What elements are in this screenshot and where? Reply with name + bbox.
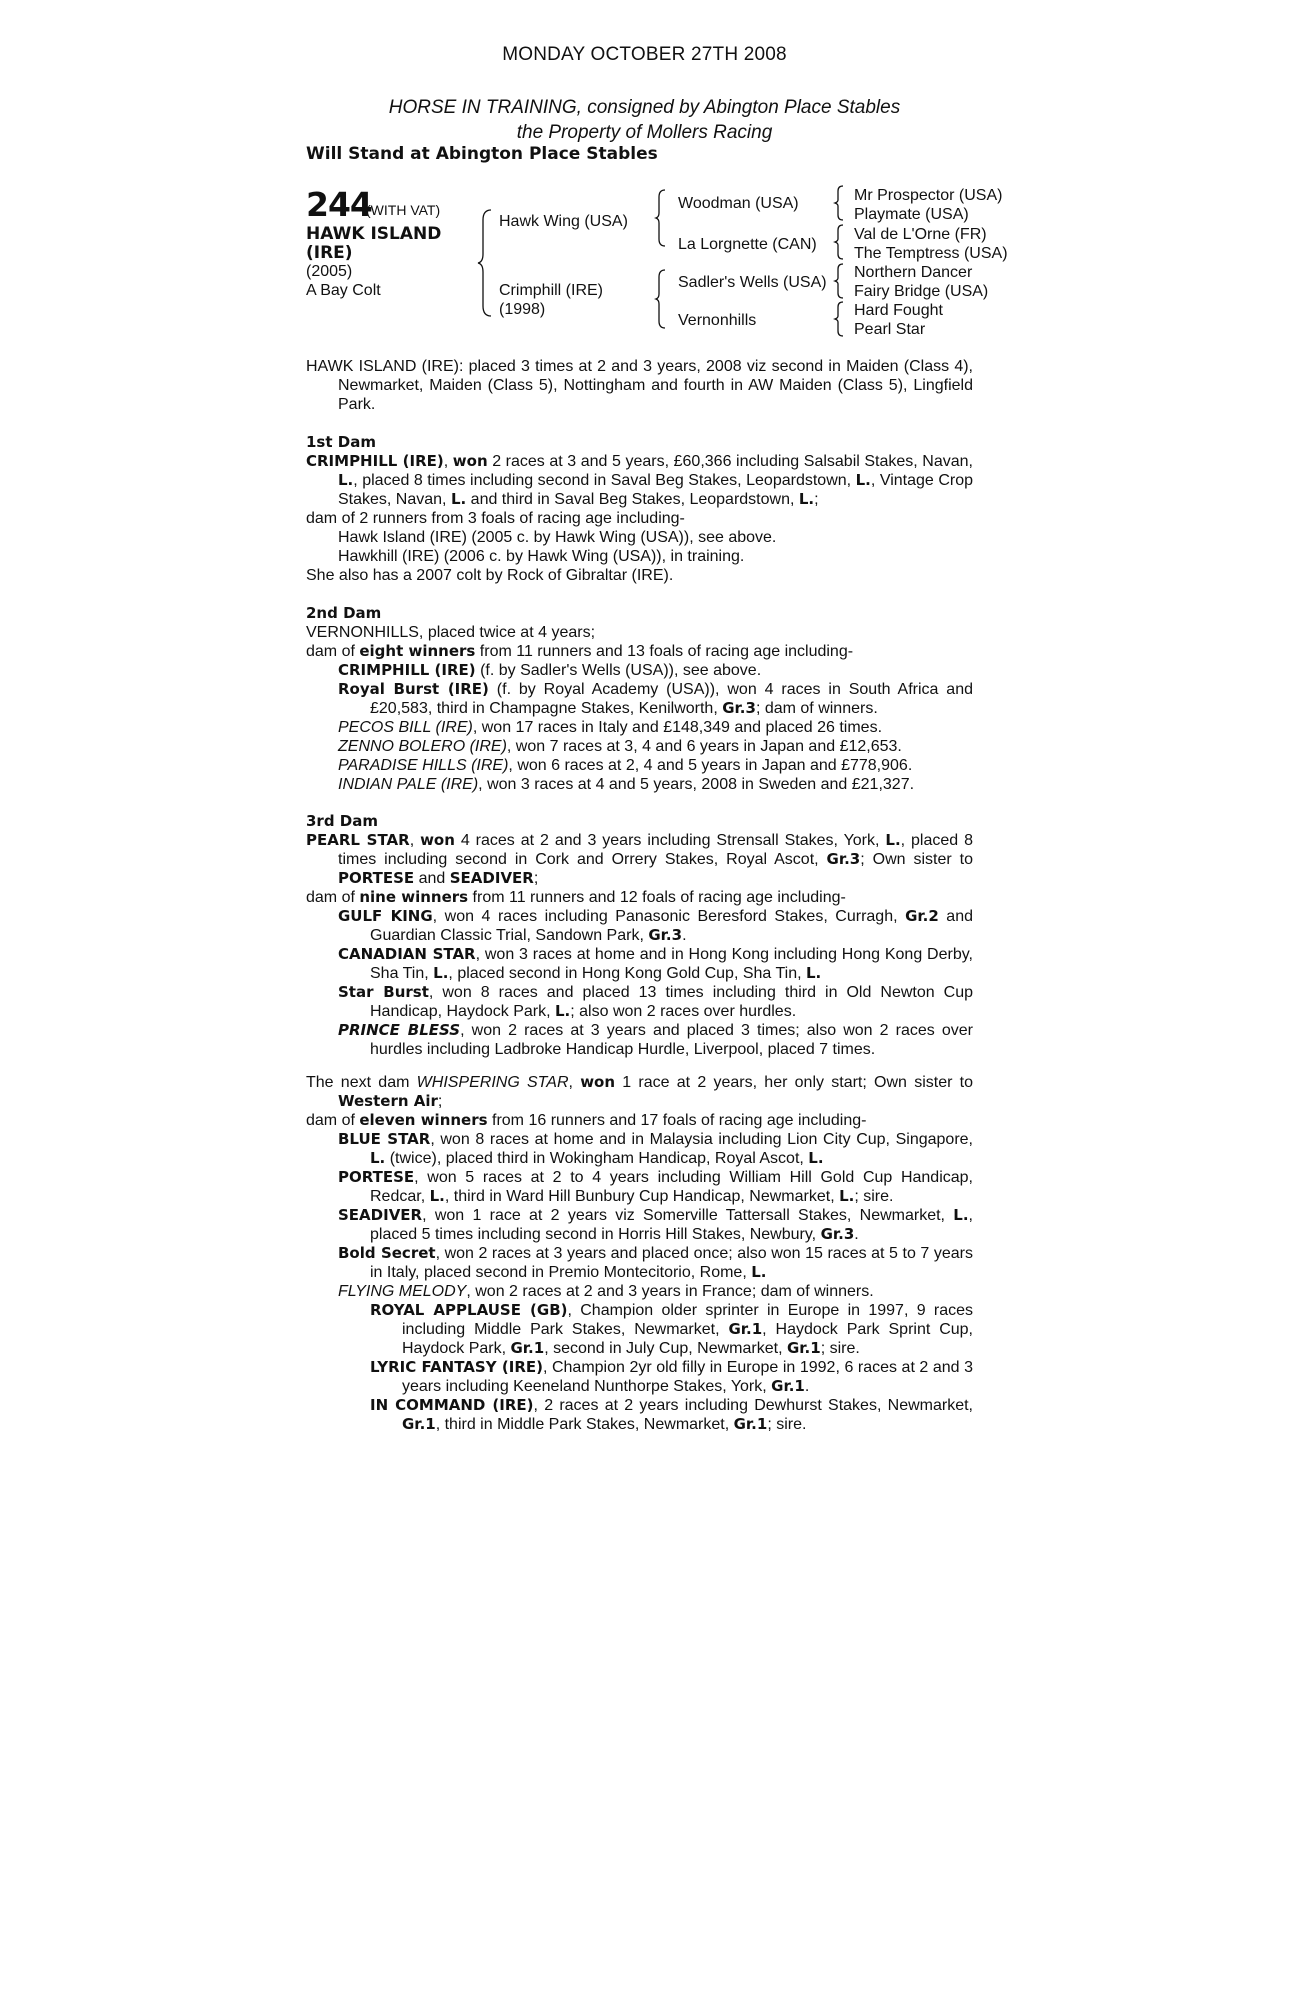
record-text: , won 2 races at 2 and 3 years in France; dam of winners. [466,1283,874,1300]
sister-name: SEADIVER [449,869,534,887]
third-dam-produce-3 [306,983,973,1021]
group-label: Gr.1 [733,1415,768,1433]
horse-origin: (IRE) [306,243,353,263]
horse-name: HAWK ISLAND [306,224,442,244]
record-text: , won 5 races at 2 to 4 years including William Hill Gold Cup Handicap, Redcar, [370,1169,973,1205]
record-text: , Champion older sprinter in Europe in 1997, 9 races including Middle Park Stakes, Newmarket, [402,1302,974,1338]
next-dam-name: WHISPERING STAR [416,1074,569,1091]
second-dam-produce-5 [306,756,973,775]
next-dam-produce-4 [306,1244,973,1282]
third-dam-produce-1 [306,907,973,945]
third-dam-produce-4 [306,1021,973,1059]
record-text: 1 race at 2 years, her only start; Own sister to [615,1074,973,1091]
next-dam-produce-summary [306,1111,973,1130]
record-text: ; [533,870,539,887]
pedigree-g1: Mr Prospector (USA) [854,187,1003,204]
next-dam-section [306,1073,973,1434]
record-text: , won 4 races including Panasonic Beresford Stakes, Curragh, [432,908,906,925]
first-dam-name: CRIMPHILL (IRE) [306,452,444,470]
third-dam-name: PEARL STAR [306,831,410,849]
listed-label: L. [429,1187,445,1205]
pedigree-g3: Val de L'Orne (FR) [854,226,987,243]
group-label: Gr.1 [771,1377,805,1395]
winners-count: eleven winners [359,1111,488,1129]
horse-summary [306,357,973,414]
first-dam-section [306,433,973,585]
record-text: ; sire. [854,1188,894,1205]
consignment-line-1: HORSE IN TRAINING, consigned by Abington Place Stables [388,97,901,118]
listed-label: L. [751,1263,767,1281]
second-dam-produce-1 [306,661,973,680]
second-dam-record: VERNONHILLS, placed twice at 4 years; [306,624,596,641]
next-dam-produce-3 [306,1206,973,1244]
group-label: Gr.2 [905,907,939,925]
group-label: Gr.3 [648,926,683,944]
record-text: The next dam [306,1074,417,1091]
produce-name: PRINCE BLESS [338,1021,461,1039]
record-text: dam of [306,1112,360,1129]
listed-label: L. [450,490,467,508]
pedigree-sire-sire: Woodman (USA) [678,195,799,212]
produce-name: PECOS BILL (IRE) [338,719,473,736]
sale-date: MONDAY OCTOBER 27TH 2008 [502,44,787,65]
record-text: (f. by Sadler's Wells (USA)), see above. [475,662,762,679]
record-text: , placed 8 times including second in Cork and Orrery Stakes, Royal Ascot, [338,832,974,868]
first-dam-produce-summary: dam of 2 runners from 3 foals of racing age including- [306,510,685,527]
record-text: , third in Middle Park Stakes, Newmarket, [435,1416,734,1433]
record-text: . [682,927,687,944]
record-text: , won 3 races at home and in Hong Kong including Hong Kong Derby, Sha Tin, [370,946,973,982]
record-text: ; dam of winners. [755,700,878,717]
pedigree-brace-sire [654,188,668,248]
listed-label: L. [338,471,354,489]
record-text: , won 3 races at 4 and 5 years, 2008 in Sweden and £21,327. [478,776,915,793]
pedigree-g2: Playmate (USA) [854,206,969,223]
record-text: . [804,1378,810,1395]
pedigree-g4: The Temptress (USA) [854,245,1008,262]
record-text: , won 6 races at 2, 4 and 5 years in Japan and £778,906. [508,757,913,774]
listed-label: L. [805,964,822,982]
record-text: from 16 runners and 17 foals of racing age including- [487,1112,867,1129]
record-text: , won 7 races at 3, 4 and 6 years in Japan and £12,653. [506,738,902,755]
won-label: won [420,831,455,849]
intro-text: HAWK ISLAND (IRE): placed 3 times at 2 and 3 years, 2008 viz second in Maiden (Class 4), Newmarket, Maiden (Class 5), Nottingham and fourth in AW Maiden (Class 5), Lingfield Park. [306,358,973,413]
record-text: , Vintage Crop Stakes, Navan, [338,472,973,508]
second-dam-produce-3 [306,718,973,737]
produce-name: PARADISE HILLS (IRE) [338,757,509,774]
listed-label: L. [370,1149,386,1167]
pedigree-dam: Crimphill (IRE) [499,282,603,299]
second-dam-produce-2 [306,680,973,718]
pedigree-dam-sire: Sadler's Wells (USA) [678,274,827,291]
produce-name: CANADIAN STAR [338,945,476,963]
third-dam-record: PEARL STAR, won 4 races at 2 and 3 years including Strensall Stakes, York, L., placed 8 times including second in Cork and Orrery Stakes, Royal Ascot, Gr.3; Own sister to PORTESE and SEADIVER; [306,831,974,887]
foaling-year: (2005) [306,263,353,280]
pedigree-g5: Northern Dancer [854,264,973,281]
record-text: , placed second in Hong Kong Gold Cup, Sha Tin, [448,965,806,982]
record-text: , won 1 race at 2 years viz Somerville Tattersall Stakes, Newmarket, [422,1207,954,1224]
next-dam-grandproduce-2 [306,1358,973,1396]
third-dam-section [306,812,973,1059]
consignment-line-2: the Property of Mollers Racing [516,122,773,143]
pedigree-g6: Fairy Bridge (USA) [854,283,989,300]
third-dam-heading: 3rd Dam [306,812,378,830]
listed-label: L. [433,964,449,982]
record-text: . [854,1226,859,1243]
next-dam-record [306,1073,973,1111]
produce-name: IN COMMAND (IRE) [370,1396,534,1414]
record-text: ; sire. [820,1340,860,1357]
pedigree-brace-g4 [833,300,845,338]
record-text: ; also won 2 races over hurdles. [570,1003,797,1020]
pedigree-brace-g1 [833,184,845,222]
record-text: , placed 8 times including second in Saval Beg Stakes, Leopardstown, [353,472,856,489]
first-dam-heading: 1st Dam [306,433,376,451]
record-text: , won 8 races and placed 13 times including third in Old Newton Cup Handicap, Haydock Park, [370,984,974,1020]
third-dam-produce-2 [306,945,973,983]
won-label: won [452,452,488,470]
record-text: ; [814,491,819,508]
listed-label: L. [808,1149,824,1167]
record-text: from 11 runners and 12 foals of racing age including- [468,889,846,906]
second-dam-section [306,604,973,794]
group-label: Gr.3 [826,850,861,868]
third-dam-produce-summary [306,888,973,907]
listed-label: L. [554,1002,571,1020]
pedigree-dam-year: (1998) [499,301,546,318]
produce-name: CRIMPHILL (IRE) [338,661,476,679]
record-text: dam of [306,643,360,660]
first-dam-produce-1: Hawk Island (IRE) (2005 c. by Hawk Wing (USA)), see above. [338,529,777,546]
next-dam-grandproduce-1 [306,1301,973,1358]
sister-name: PORTESE [338,869,415,887]
record-text: 2 races at 3 and 5 years, £60,366 including Salsabil Stakes, Navan, [487,453,974,470]
pedigree-dam-dam: Vernonhills [678,312,757,329]
group-label: Gr.1 [510,1339,545,1357]
lot-number: 244 [306,185,372,224]
produce-name: Star Burst [338,983,429,1001]
produce-name: BLUE STAR [338,1130,431,1148]
record-text: 4 races at 2 and 3 years including Strensall Stakes, York, [454,832,886,849]
first-dam-record: CRIMPHILL (IRE), won 2 races at 3 and 5 years, £60,366 including Salsabil Stakes, Navan, L., placed 8 times including second in Saval Beg Stakes, Leopardstown, L., Vintage Crop Stakes, Navan, L. and third in Saval Beg Stakes, Leopardstown, L.; [306,452,974,508]
group-label: Gr.1 [786,1339,821,1357]
pedigree-brace-g2 [833,223,845,261]
record-text: , [568,1074,581,1091]
produce-name: FLYING MELODY [338,1283,467,1300]
produce-name: SEADIVER [338,1206,423,1224]
record-text: from 11 runners and 13 foals of racing age including- [475,643,854,660]
listed-label: L. [798,490,815,508]
next-dam-produce-5 [306,1282,973,1301]
produce-name: ZENNO BOLERO (IRE) [338,738,507,755]
record-text: , won 17 races in Italy and £148,349 and placed 26 times. [472,719,883,736]
produce-name: LYRIC FANTASY (IRE) [370,1358,543,1376]
second-dam-produce-6 [306,775,973,794]
pedigree-brace-dam [654,268,668,330]
next-dam-produce-1 [306,1130,973,1168]
sister-name: Western Air [338,1092,438,1110]
record-text: , third in Ward Hill Bunbury Cup Handicap, Newmarket, [444,1188,840,1205]
second-dam-heading: 2nd Dam [306,604,382,622]
second-dam-produce-4 [306,737,973,756]
record-text: dam of [306,889,360,906]
produce-name: INDIAN PALE (IRE) [338,776,479,793]
pedigree-brace-g3 [833,262,845,300]
record-text: , won 2 races at 3 years and placed once; also won 15 races at 5 to 7 years in Italy, placed second in Premio Montecitorio, Rome, [370,1245,973,1281]
record-text: , placed 5 times including second in Horris Hill Stakes, Newbury, [370,1207,973,1243]
produce-name: ROYAL APPLAUSE (GB) [370,1301,568,1319]
listed-label: L. [839,1187,855,1205]
record-text: ; sire. [767,1416,807,1433]
produce-name: PORTESE [338,1168,415,1186]
record-text: and [414,870,450,887]
listed-label: L. [855,471,871,489]
record-text: (f. by Royal Academy (USA)), won 4 races in South Africa and £20,583, third in Champagne Stakes, Kenilworth, [370,681,974,717]
pedigree-sire-dam: La Lorgnette (CAN) [678,236,817,253]
pedigree-g8: Pearl Star [854,321,926,338]
stand-location: Will Stand at Abington Place Stables [306,144,658,164]
first-dam-produce-2: Hawkhill (IRE) (2006 c. by Hawk Wing (USA)), in training. [338,548,745,565]
winners-count: nine winners [359,888,469,906]
record-text: , won 2 races at 3 years and placed 3 times; also won 2 races over hurdles including Ladbroke Handicap Hurdle, Liverpool, placed 7 times. [370,1022,973,1058]
pedigree-brace-main [476,208,496,318]
second-dam-produce-summary [306,642,973,661]
record-text: and third in Saval Beg Stakes, Leopardstown, [466,491,799,508]
record-text: and Guardian Classic Trial, Sandown Park, [370,908,973,944]
record-text: , Champion 2yr old filly in Europe in 1992, 6 races at 2 and 3 years including Keeneland Nunthorpe Stakes, York, [402,1359,973,1395]
record-text: , won 8 races at home and in Malaysia including Lion City Cup, Singapore, [430,1131,973,1148]
group-label: Gr.3 [820,1225,855,1243]
listed-label: L. [885,831,901,849]
next-dam-produce-2 [306,1168,973,1206]
group-label: Gr.1 [728,1320,763,1338]
produce-name: Royal Burst (IRE) [338,680,489,698]
vat-note: (WITH VAT) [366,202,441,218]
pedigree-g7: Hard Fought [854,302,943,319]
winners-count: eight winners [359,642,476,660]
next-dam-grandproduce-3 [306,1396,973,1434]
won-label: won [580,1073,616,1091]
record-text: , Haydock Park Sprint Cup, Haydock Park, [402,1321,974,1357]
record-text: , second in July Cup, Newmarket, [544,1340,787,1357]
record-text: ; [437,1093,443,1110]
record-text: , 2 races at 2 years including Dewhurst Stakes, Newmarket, [533,1397,973,1414]
record-text: ; Own sister to [860,851,973,868]
first-dam-also: She also has a 2007 colt by Rock of Gibraltar (IRE). [306,567,674,584]
listed-label: L. [953,1206,969,1224]
produce-name: GULF KING [338,907,433,925]
record-text: (twice), placed third in Wokingham Handicap, Royal Ascot, [385,1150,809,1167]
produce-name: Bold Secret [338,1244,436,1262]
pedigree-sire: Hawk Wing (USA) [499,213,628,230]
horse-description: A Bay Colt [306,282,381,299]
group-label: Gr.3 [722,699,756,717]
group-label: Gr.1 [402,1415,436,1433]
